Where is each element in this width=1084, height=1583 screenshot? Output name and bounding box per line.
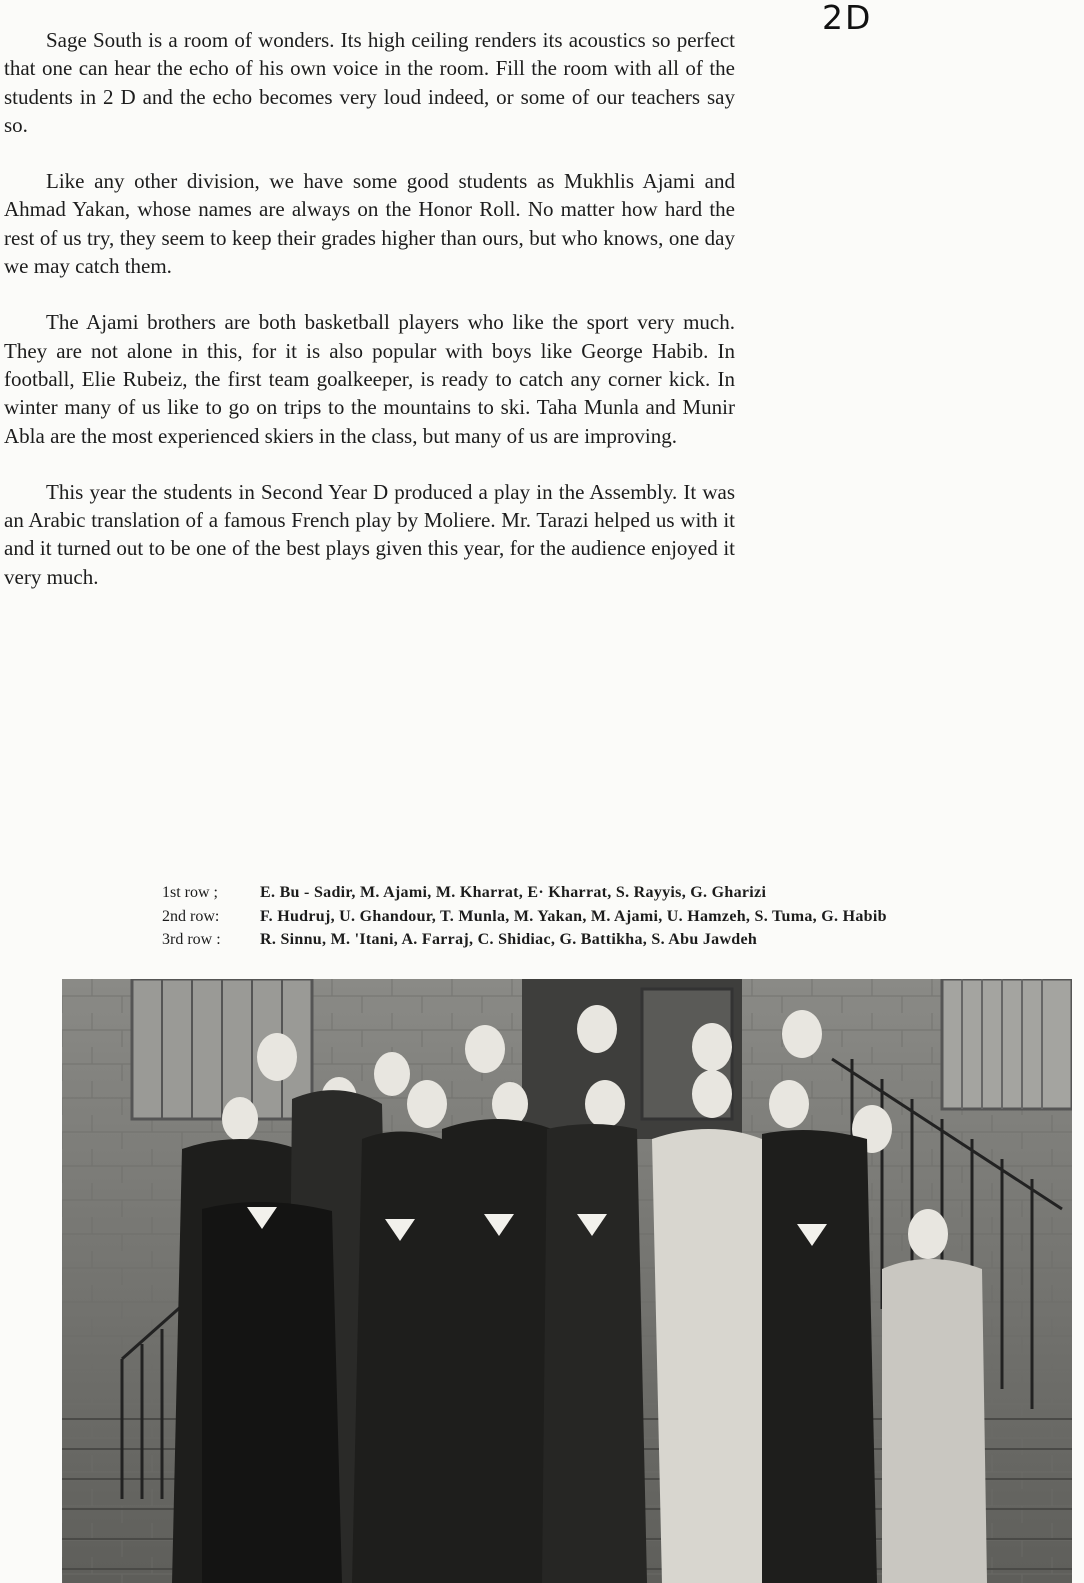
caption-row-3: [162, 928, 992, 952]
article-text: [4, 26, 735, 619]
paragraph-1: Sage South is a room of wonders. Its high ceiling renders its acoustics so perfect that one can hear the echo of his own voice in the room. Fill the room with all of the students in 2 D and the echo becomes very loud indeed, or some of our teachers say so.: [4, 28, 735, 137]
paragraph-4: This year the students in Second Year D produced a play in the Assembly. It was an Arabic translation of a famous French play by Moliere. Mr. Tarazi helped us with it and it turned out to be one of the best plays given this year, for the audience enjoyed it very much.: [4, 479, 735, 589]
caption-row-names: F. Hudruj, U. Ghandour, T. Munla, M. Yakan, M. Ajami, U. Hamzeh, S. Tuma, G. Habib: [260, 907, 887, 925]
paragraph-3: The Ajami brothers are both basketball players who like the sport very much. They are not alone in this, for it is also popular with boys like George Habib. In football, Elie Rubeiz, the first team goalkeeper, is ready to catch any corner kick. In winter many of us like to go on trips to the mountains to ski. Taha Munla and Munir Abla are the most experienced skiers in the class, but many of us are improving.: [4, 310, 735, 448]
caption-row-label: 3rd row :: [162, 931, 221, 948]
caption-row-names: E. Bu - Sadir, M. Ajami, M. Kharrat, E· Kharrat, S. Rayyis, G. Gharizi: [260, 884, 767, 901]
caption-row-label: 2nd row:: [162, 907, 220, 925]
page-code: 2D: [822, 0, 873, 37]
caption-row-2: [162, 905, 992, 929]
photo-caption: [162, 881, 992, 952]
class-group-photo: [62, 979, 1072, 1583]
caption-row-names: R. Sinnu, M. 'Itani, A. Farraj, C. Shidiac, G. Battikha, S. Abu Jawdeh: [260, 931, 758, 948]
paragraph-2: Like any other division, we have some good students as Mukhlis Ajami and Ahmad Yakan, whose names are always on the Honor Roll. No matter how hard the rest of us try, they seem to keep their grades higher than ours, but who knows, one day we may catch them.: [4, 169, 735, 279]
caption-row-label: 1st row ;: [162, 884, 218, 901]
caption-row-1: [162, 881, 992, 905]
